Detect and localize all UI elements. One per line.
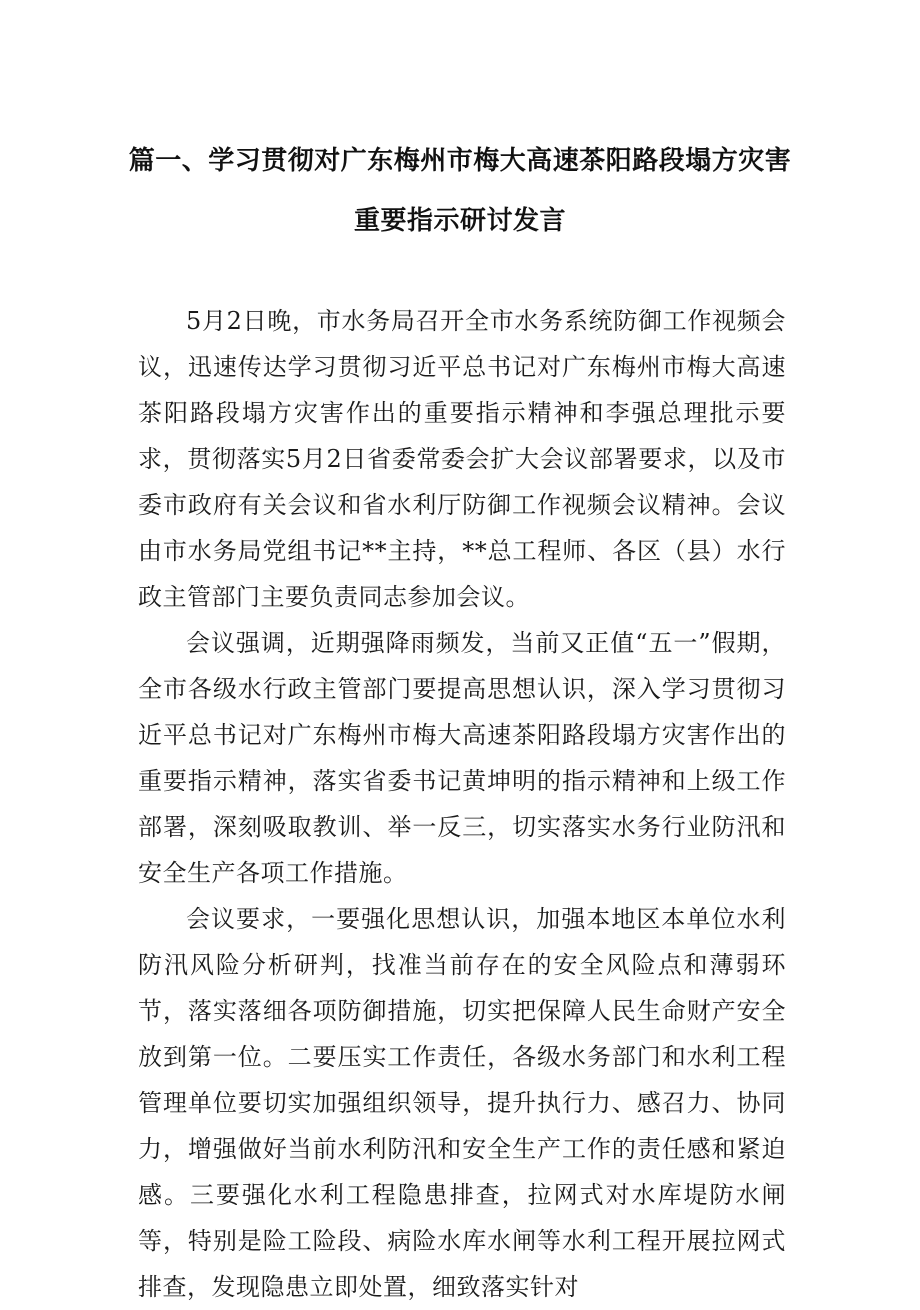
document-title-line-1: 篇一、学习贯彻对广东梅州市梅大高速茶阳路段塌方灾害 bbox=[128, 146, 792, 176]
document-title-line-2: 重要指示研讨发言 bbox=[353, 206, 566, 236]
paragraph-1: 5月2日晚，市水务局召开全市水务系统防御工作视频会议，迅速传达学习贯彻习近平总书记对广东梅州市梅大高速茶阳路段塌方灾害作出的重要指示精神和李强总理批示要求，贯彻落实5月2日省委常委会扩大会议部署要求，以及市委市政府有关会议和省水利厅防御工作视频会议精神。会议由市水务局党组书记**主持，**总工程师、各区（县）水行政主管部门主要负责同志参加会议。 bbox=[138, 307, 786, 611]
paragraph-2: 会议强调，近期强降雨频发，当前又正值“五一”假期，全市各级水行政主管部门要提高思想认识，深入学习贯彻习近平总书记对广东梅州市梅大高速茶阳路段塌方灾害作出的重要指示精神，落实省委书记黄坤明的指示精神和上级工作部署，深刻吸取教训、举一反三，切实落实水务行业防汛和安全生产各项工作措施。 bbox=[138, 629, 786, 887]
document-body bbox=[138, 298, 786, 1310]
paragraph-3: 会议要求，一要强化思想认识，加强本地区本单位水利防汛风险分析研判，找准当前存在的安全风险点和薄弱环节，落实落细各项防御措施，切实把保障人民生命财产安全放到第一位。二要压实工作责任，各级水务部门和水利工程管理单位要切实加强组织领导，提升执行力、感召力、协同力，增强做好当前水利防汛和安全生产工作的责任感和紧迫感。三要强化水利工程隐患排查，拉网式对水库堤防水闸等，特别是险工险段、病险水库水闸等水利工程开展拉网式排查，发现隐患立即处置，细致落实针对 bbox=[138, 905, 786, 1301]
